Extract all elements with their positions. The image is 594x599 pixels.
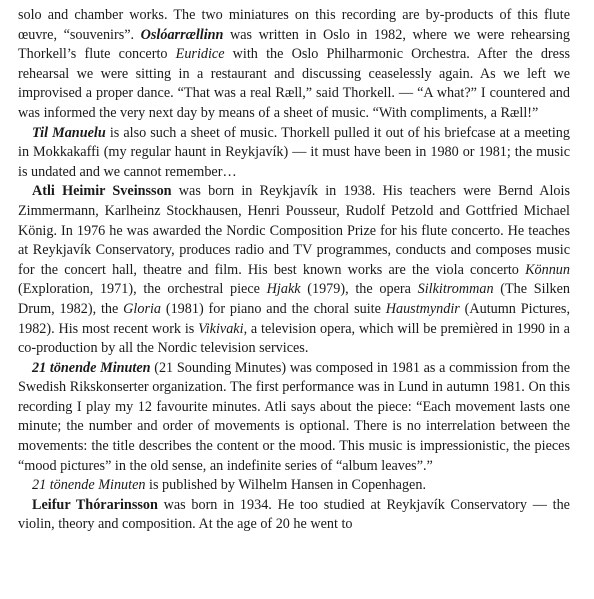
work-title: Hjakk — [266, 281, 301, 298]
paragraph-til-manuelu — [18, 124, 570, 183]
text-run: (1979), the opera — [300, 281, 418, 298]
paragraph-souvenirs — [18, 6, 570, 124]
work-title: Vikivaki — [198, 320, 244, 337]
text-run: is published by Wilhelm Hansen in Copenhagen. — [145, 477, 426, 494]
text-run: (Autumn Pictures, 1982). His most recent work is — [18, 300, 571, 337]
text-run: was born in Reykjavík in 1938. His teachers were Bernd Alois Zimmermann, Karlheinz Stockhausen, Henri Pousseur, Rudolf Petzold and Gottfried Michael König. In 1976 he was awarded the Nordic Composition Prize for his flute concerto. He teaches at Reykjavík Conservatory, produces radio and TV programmes, conducts and composes music for the concert hall, theatre and film. His best known works are the viola concerto — [18, 183, 570, 278]
work-title: Könnun — [525, 261, 570, 278]
paragraph-atli-bio — [18, 182, 570, 358]
work-title: 21 tönende Minuten — [32, 477, 146, 494]
paragraph-publisher — [18, 476, 570, 496]
composer-name-leifur: Leifur Thórarinsson — [32, 496, 158, 513]
text-run: was written in Oslo in 1982, where we were rehearsing Thorkell’s flute concerto — [18, 26, 570, 63]
text-run: (1981) for piano and the choral suite — [161, 300, 386, 317]
text-run: , a television opera, which will be premièred in 1990 in a co-production by all the Nordic television services. — [18, 320, 570, 357]
text-run: (21 Sounding Minutes) was composed in 1981 as a commission from the Swedish Rikskonserter organization. The first performance was in Lund in autumn 1981. On this recording I play my 12 favourite minutes. Atli says about the piece: “Each movement lasts one minute; the number and order of movements is optional. There is no interrelation between the movements: the title describes the content or the mood. This music is impressionistic, the pieces “mood pictures” in the old sense, an indefinite series of “album leaves”.” — [18, 359, 570, 474]
text-run: was born in 1934. He too studied at Reykjavík Conservatory — the violin, theory and composition. At the age of 20 he went to — [18, 496, 570, 533]
composer-name-atli: Atli Heimir Sveinsson — [32, 183, 172, 200]
work-title-euridice: Euridice — [175, 46, 225, 63]
work-title: Haustmyndir — [385, 300, 460, 317]
text-run: with the Oslo Philharmonic Orchestra. After the dress rehearsal we were sitting in a restaurant and discussing ceaselessly again. As we left we improvised a proper dance. “That was a real Ræll,” said Thorkell. — “A what?” I countered and was informed the very next day by means of a sheet of music. “With compliments, a Ræll!” — [18, 46, 570, 121]
work-title-21-minuten: 21 tönende Minuten — [32, 359, 151, 376]
work-title-oslo: Oslóarrællinn — [140, 26, 224, 43]
work-title: Silkitromman — [417, 281, 494, 298]
work-title-til-manuelu: Til Manuelu — [32, 124, 106, 141]
paragraph-21-minuten — [18, 359, 570, 477]
text-run: is also such a sheet of music. Thorkell pulled it out of his briefcase at a meeting in Mokkakaffi (my regular haunt in Reykjavík) — it must have been in 1980 or 1981; the music is undated and we cannot remember… — [18, 124, 570, 180]
work-title: Gloria — [123, 300, 162, 317]
text-run: (Exploration, 1971), the orchestral piece — [18, 281, 267, 298]
paragraph-leifur-bio — [18, 496, 570, 535]
text-run: solo and chamber works. The two miniatures on this recording are by-products of this flute œuvre, “souvenirs”. — [18, 7, 570, 43]
text-run: (The Silken Drum, 1982), the — [18, 281, 571, 317]
